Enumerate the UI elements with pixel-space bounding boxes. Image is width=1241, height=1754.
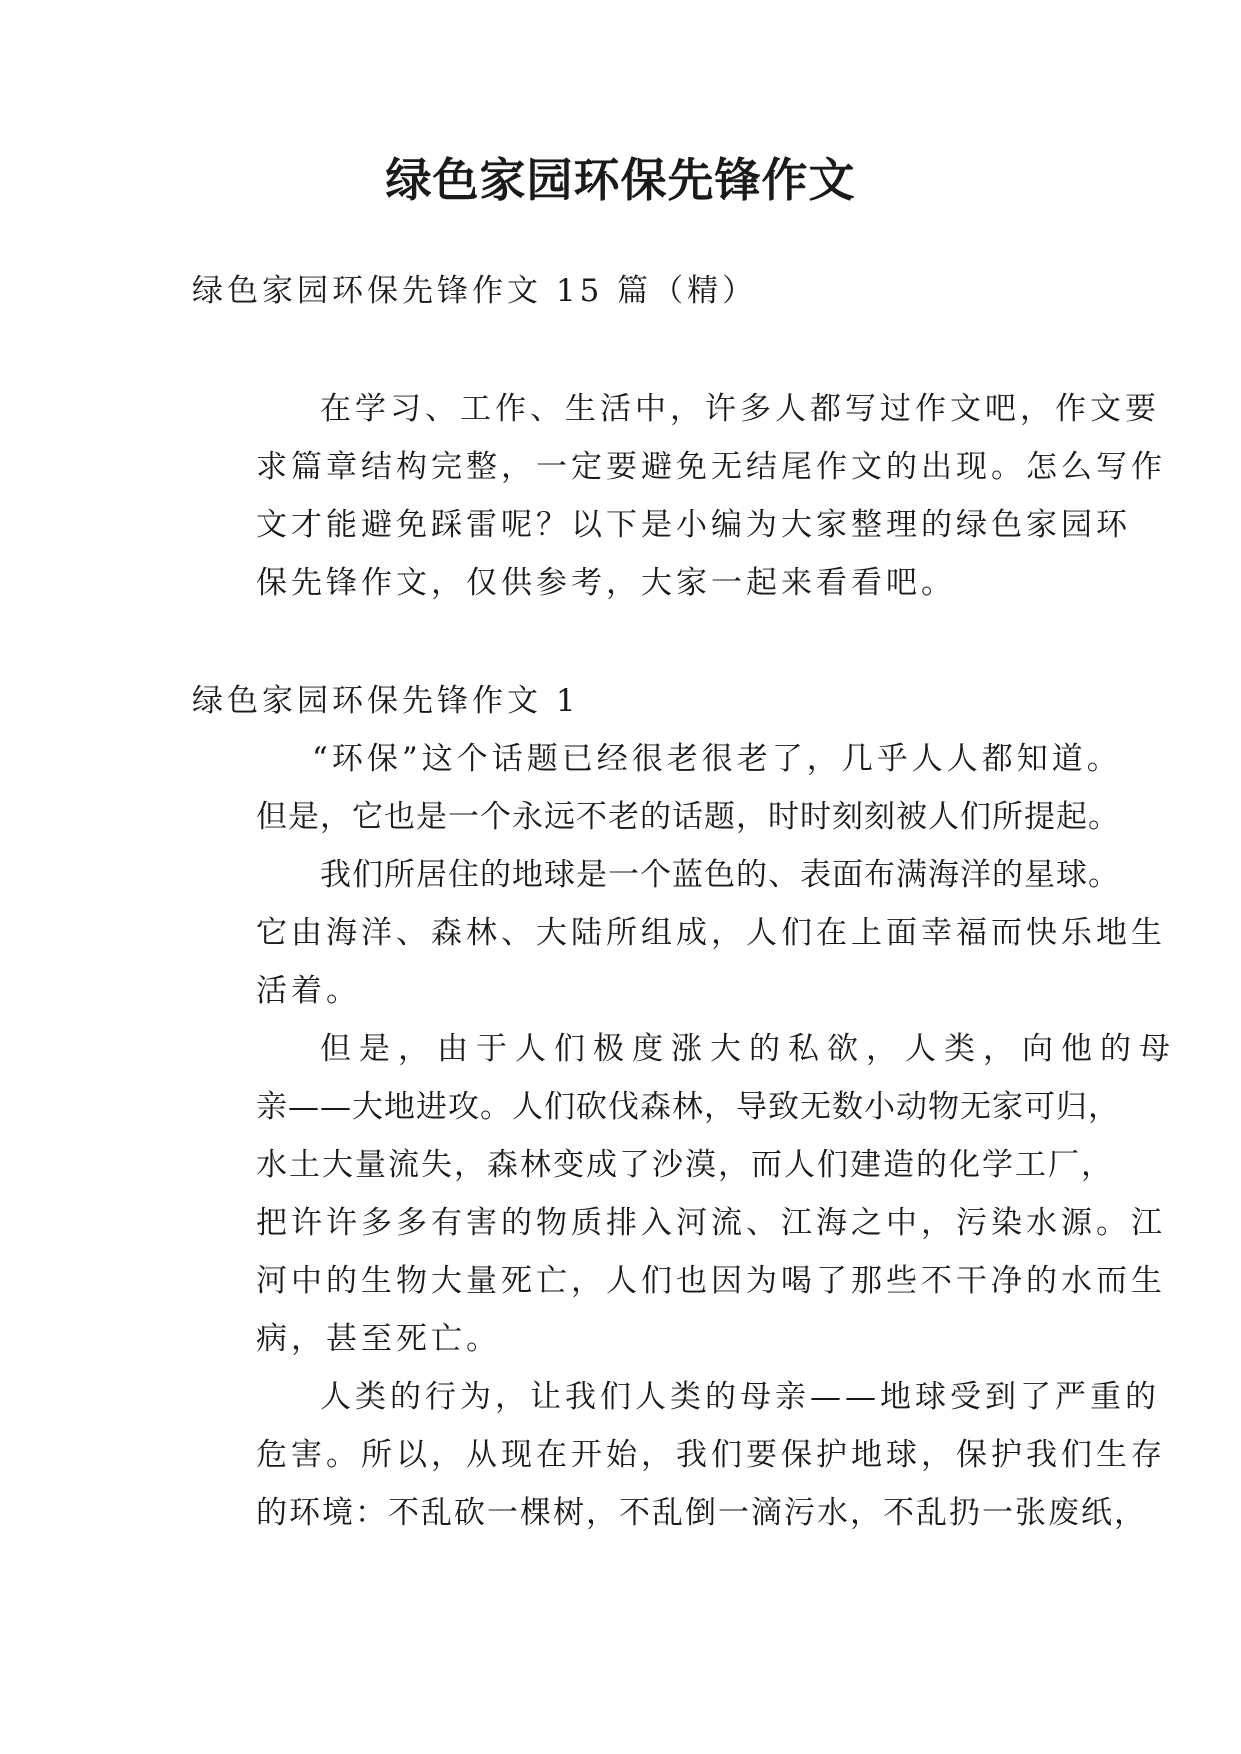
body-paragraph (192, 730, 1122, 846)
paragraph-line: 它由海洋、森林、大陆所组成，人们在上面幸福而快乐地生 (256, 915, 1166, 951)
paragraph-line: 水土大量流失，森林变成了沙漠，而人们建造的化学工厂， (256, 1147, 1114, 1183)
document-subtitle: 绿色家园环保先锋作文 15 篇（精） (192, 273, 758, 309)
paragraph-line: 人类的行为，让我们人类的母亲——地球受到了严重的 (320, 1379, 1160, 1415)
paragraph-line: 活着。 (256, 973, 361, 1009)
paragraph-line: “环保”这个话题已经很老很老了，几乎人人都知道。 (312, 741, 1122, 777)
section-heading: 绿色家园环保先锋作文 1 (192, 683, 580, 719)
intro-paragraph (192, 380, 1166, 612)
paragraph-line: 我们所居住的地球是一个蓝色的、表面布满海洋的星球。 (320, 857, 1120, 893)
intro-line: 在学习、工作、生活中，许多人都写过作文吧，作文要 (320, 391, 1160, 427)
paragraph-line: 把许许多多有害的物质排入河流、江海之中，污染水源。江 (256, 1205, 1166, 1241)
paragraph-line: 的环境：不乱砍一棵树，不乱倒一滴污水，不乱扔一张废纸， (256, 1495, 1147, 1531)
document-body (192, 262, 1178, 1542)
intro-line: 保先锋作文，仅供参考，大家一起来看看吧。 (256, 565, 956, 601)
paragraph-line: 病，甚至死亡。 (256, 1321, 501, 1357)
intro-line: 文才能避免踩雷呢？以下是小编为大家整理的绿色家园环 (256, 507, 1131, 543)
paragraph-line: 但是，它也是一个永远不老的话题，时时刻刻被人们所提起。 (256, 799, 1120, 835)
paragraph-line: 危害。所以，从现在开始，我们要保护地球，保护我们生存 (256, 1437, 1166, 1473)
body-paragraph (192, 846, 1166, 1020)
document-title: 绿色家园环保先锋作文 (385, 153, 856, 207)
body-paragraph (192, 1368, 1166, 1542)
spacer (192, 320, 1062, 380)
paragraph-line: 亲——大地进攻。人们砍伐森林，导致无数小动物无家可归， (256, 1089, 1120, 1125)
paragraph-line: 但是，由于人们极度涨大的私欲，人类，向他的母 (320, 1031, 1178, 1067)
intro-line: 求篇章结构完整，一定要避免无结尾作文的出现。怎么写作 (256, 449, 1166, 485)
paragraph-line: 河中的生物大量死亡，人们也因为喝了那些不干净的水而生 (256, 1263, 1166, 1299)
spacer (192, 612, 1062, 672)
body-paragraph (192, 1020, 1178, 1368)
